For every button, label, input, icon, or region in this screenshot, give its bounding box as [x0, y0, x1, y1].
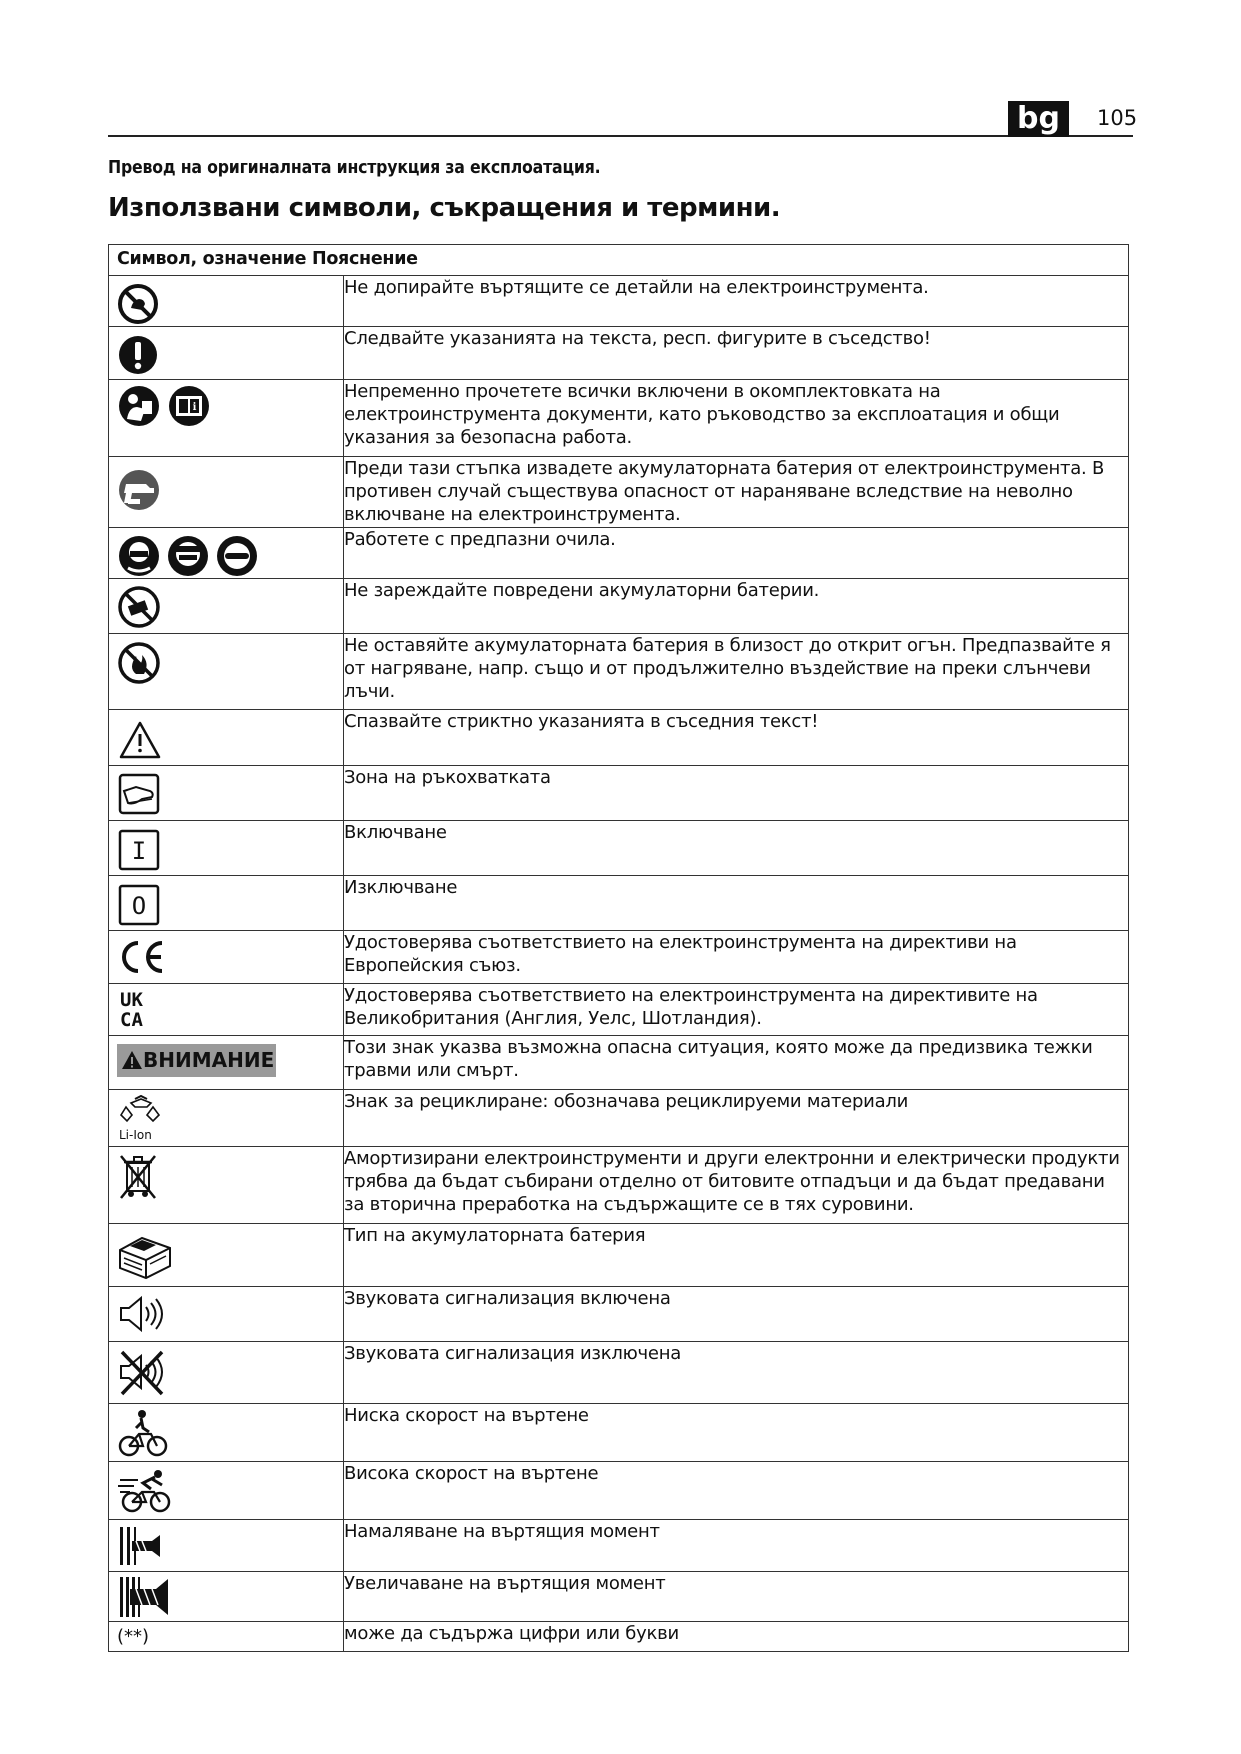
- torque-increase-icon: [118, 1575, 174, 1619]
- table-row: [109, 528, 1129, 579]
- ukca-mark-icon: [118, 988, 158, 1030]
- table-row: [109, 1520, 1129, 1572]
- table-row: [109, 457, 1129, 528]
- translation-note: Превод на оригиналната инструкция за експлоатация.: [108, 158, 601, 178]
- table-row: [109, 1090, 1129, 1147]
- protective-goggles-icon: [118, 534, 258, 578]
- row-text: Тип на акумулаторната батерия: [344, 1224, 1129, 1287]
- row-text: Не допирайте въртящите се детайли на електроинструмента.: [344, 276, 1129, 327]
- row-text: Увеличаване на въртящия момент: [344, 1572, 1129, 1622]
- no-fire-icon: [118, 642, 160, 684]
- table-row: [109, 634, 1129, 710]
- table-row: [109, 821, 1129, 876]
- table-header: [109, 245, 1129, 276]
- symbols-table: [108, 244, 1129, 1652]
- torque-decrease-icon: [118, 1525, 168, 1567]
- table-row: [109, 380, 1129, 457]
- table-row: [109, 1622, 1129, 1652]
- row-text: Изключване: [344, 876, 1129, 931]
- row-text: Звуковата сигнализация изключена: [344, 1342, 1129, 1404]
- table-row: [109, 1342, 1129, 1404]
- svg-text:O: O: [131, 892, 147, 920]
- warning-label: [117, 1044, 276, 1077]
- row-text: Не оставяйте акумулаторната батерия в близост до открит огън. Предпазвайте я от нагряване, напр. също и от продължително въздействие на преки слънчеви лъчи.: [344, 634, 1129, 710]
- row-text: Знак за рециклиране: обозначава рециклируеми материали: [344, 1090, 1129, 1147]
- table-row: [109, 1404, 1129, 1462]
- table-row: [109, 1572, 1129, 1622]
- high-speed-bike-icon: [118, 1466, 172, 1514]
- svg-text:UK: UK: [120, 989, 143, 1011]
- column-header-explanation: Пояснение: [311, 249, 418, 269]
- row-text: Звуковата сигнализация включена: [344, 1287, 1129, 1342]
- crossed-bin-icon: [118, 1153, 158, 1201]
- warning-label-triangle-icon: [121, 1050, 143, 1070]
- row-text: Удостоверява съответствието на електроинструмента на директивите на Великобритания (Англия, Уелс, Шотландия).: [344, 984, 1129, 1036]
- table-row: [109, 1147, 1129, 1224]
- low-speed-bike-icon: [118, 1408, 168, 1458]
- table-row: [109, 876, 1129, 931]
- table-row: [109, 931, 1129, 984]
- page-number: 105: [1097, 106, 1138, 130]
- svg-text:CA: CA: [120, 1009, 143, 1030]
- row-text: Намаляване на въртящия момент: [344, 1520, 1129, 1572]
- battery-pack-icon: [114, 1228, 176, 1282]
- row-text: Ниска скорост на въртене: [344, 1404, 1129, 1462]
- power-off-icon: [118, 884, 160, 926]
- ce-mark-icon: [118, 937, 166, 977]
- row-text: Работете с предпазни очила.: [344, 528, 1129, 579]
- warning-label-text: ВНИМАНИЕ: [143, 1048, 275, 1072]
- row-text: Този знак указва възможна опасна ситуация, която може да предизвика тежки травми или смърт.: [344, 1036, 1129, 1090]
- sound-on-icon: [118, 1294, 166, 1334]
- row-text: Удостоверява съответствието на електроинструмента на директиви на Европейския съюз.: [344, 931, 1129, 984]
- table-row: [109, 984, 1129, 1036]
- no-charge-damaged-battery-icon: [118, 586, 160, 628]
- row-text: Следвайте указанията на текста, респ. фигурите в съседство!: [344, 327, 1129, 380]
- table-row: [109, 766, 1129, 821]
- svg-text:Li-Ion: Li-Ion: [119, 1128, 152, 1142]
- symbol-placeholder-text: (**): [117, 1626, 150, 1647]
- remove-battery-icon: [118, 469, 160, 511]
- header-rule: [108, 135, 1133, 137]
- recycling-li-ion-icon: [117, 1093, 167, 1143]
- no-touch-rotating-icon: [118, 284, 158, 324]
- section-title: Използвани символи, съкращения и термини.: [108, 193, 781, 223]
- row-text: Зона на ръкохватката: [344, 766, 1129, 821]
- language-badge: bg: [1008, 101, 1069, 137]
- table-row: [109, 327, 1129, 380]
- table-row: [109, 1462, 1129, 1520]
- row-text: Преди тази стъпка извадете акумулаторната батерия от електроинструмента. В противен случай съществува опасност от нараняване вследствие на неволно включване на електроинструмента.: [344, 457, 1129, 528]
- row-text: Не зареждайте повредени акумулаторни батерии.: [344, 579, 1129, 634]
- sound-off-icon: [118, 1348, 168, 1398]
- row-text: Спазвайте стриктно указанията в съседния текст!: [344, 710, 1129, 766]
- row-text: Амортизирани електроинструменти и други електронни и електрически продукти трябва да бъдат събирани отделно от битовите отпадъци и да бъдат предавани за вторична преработка на съдържащите се в тях суровини.: [344, 1147, 1129, 1224]
- table-header-row: [109, 245, 1129, 276]
- column-header-symbol: Символ, означение: [117, 249, 307, 269]
- warning-triangle-icon: [118, 720, 162, 760]
- row-text: Непременно прочетете всички включени в окомплектовката на електроинструмента документи, като ръководство за експлоатация и общи указания за безопасна работа.: [344, 380, 1129, 457]
- read-manual-icon: [118, 385, 213, 429]
- table-row: [109, 1036, 1129, 1090]
- row-text: може да съдържа цифри или букви: [344, 1622, 1129, 1652]
- table-row: [109, 710, 1129, 766]
- table-row: [109, 1287, 1129, 1342]
- table-row: [109, 579, 1129, 634]
- svg-text:I: I: [131, 837, 147, 865]
- svg-text:i: i: [192, 402, 197, 413]
- exclamation-icon: [118, 335, 158, 375]
- row-text: Висока скорост на въртене: [344, 1462, 1129, 1520]
- grip-zone-icon: [118, 773, 160, 815]
- table-row: [109, 1224, 1129, 1287]
- table-row: [109, 276, 1129, 327]
- power-on-icon: [118, 829, 160, 871]
- row-text: Включване: [344, 821, 1129, 876]
